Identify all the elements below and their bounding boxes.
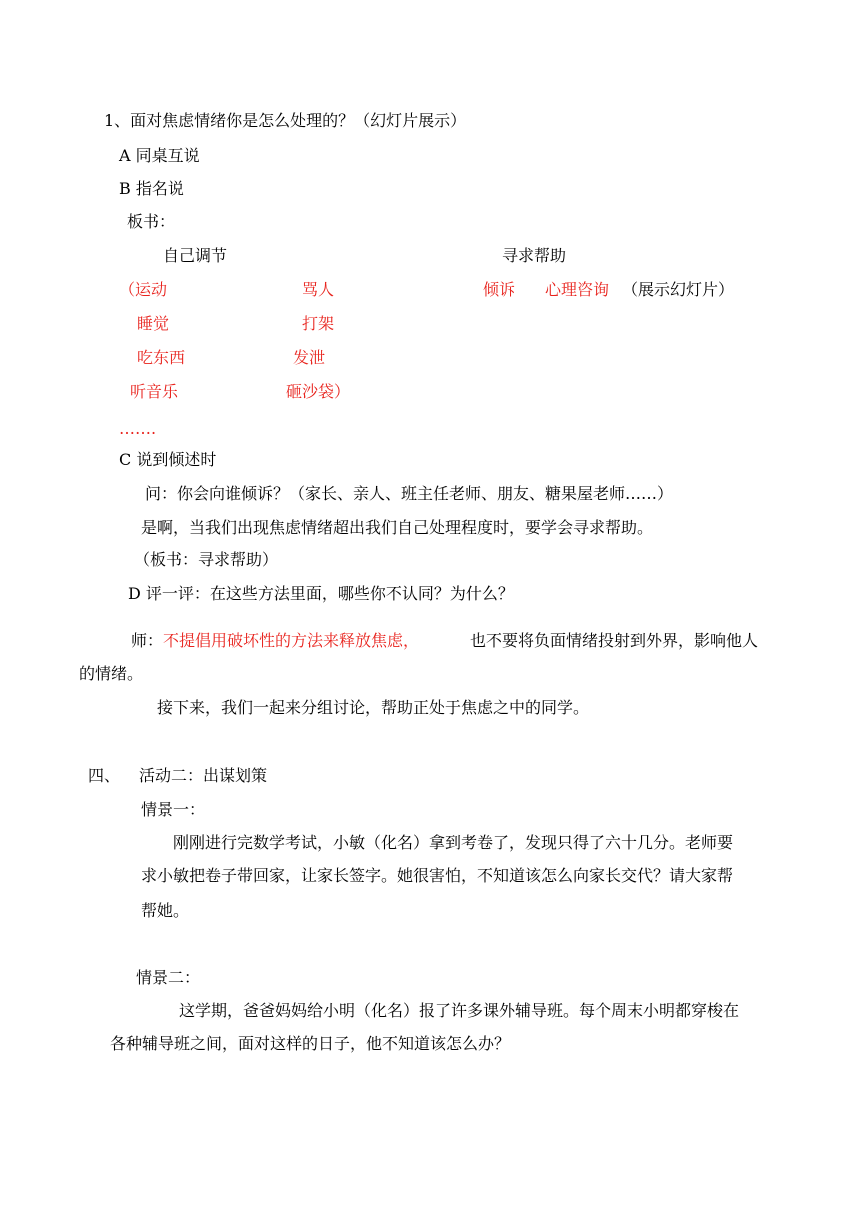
self-item: 砸沙袋） [286,382,351,401]
yes-line: 是啊，当我们出现焦虑情绪超出我们自己处理程度时，要学会寻求帮助。 [141,518,654,537]
column-help-heading: 寻求帮助 [502,246,567,265]
ask-line: 问：你会向谁倾诉？（家长、亲人、班主任老师、朋友、糖果屋老师……） [145,484,674,503]
self-item: 骂人 [302,280,335,299]
item-c: C 说到倾述时 [119,450,217,469]
scene-1-line: 求小敏把卷子带回家，让家长签字。她很害怕，不知道该怎么向家长交代？请大家帮 [141,866,734,885]
help-item: 心理咨询 [545,280,610,299]
teacher-continuation: 的情绪。 [79,664,144,683]
question-1: 1、面对焦虑情绪你是怎么处理的？（幻灯片展示） [104,111,467,130]
scene-1-line: 帮她。 [141,901,190,920]
scene-2-line: 各种辅导班之间，面对这样的日子，他不知道该怎么办？ [110,1034,511,1053]
self-item: （运动 [119,280,168,299]
self-item: 睡觉 [137,314,170,333]
next-line: 接下来，我们一起来分组讨论，帮助正处于焦虑之中的同学。 [157,698,590,717]
board-label: 板书： [127,212,176,231]
column-self-heading: 自己调节 [163,246,228,265]
self-item: 吃东西 [137,348,186,367]
section-title: 活动二：出谋划策 [139,766,268,785]
teacher-red-text: 不提倡用破坏性的方法来释放焦虑， [163,631,420,650]
section-number: 四、 [88,766,121,785]
self-item: 听音乐 [130,382,179,401]
teacher-rest-text: 也不要将负面情绪投射到外界，影响他人 [470,631,759,650]
scene-1-line: 刚刚进行完数学考试，小敏（化名）拿到考卷了，发现只得了六十几分。老师要 [173,833,734,852]
help-note: （展示幻灯片） [622,280,735,299]
item-d: D 评一评：在这些方法里面，哪些你不认同？为什么？ [128,584,514,603]
ellipsis: ……. [119,419,157,438]
scene-1-title: 情景一： [141,800,206,819]
board-help: （板书：寻求帮助） [134,550,279,569]
teacher-prefix: 师： [131,631,164,650]
scene-2-title: 情景二： [136,968,201,987]
item-b: B 指名说 [119,179,184,198]
self-item: 打架 [302,314,335,333]
scene-2-line: 这学期，爸爸妈妈给小明（化名）报了许多课外辅导班。每个周末小明都穿梭在 [179,1001,740,1020]
item-a: A 同桌互说 [119,146,200,165]
self-item: 发泄 [293,348,326,367]
help-item: 倾诉 [483,280,516,299]
